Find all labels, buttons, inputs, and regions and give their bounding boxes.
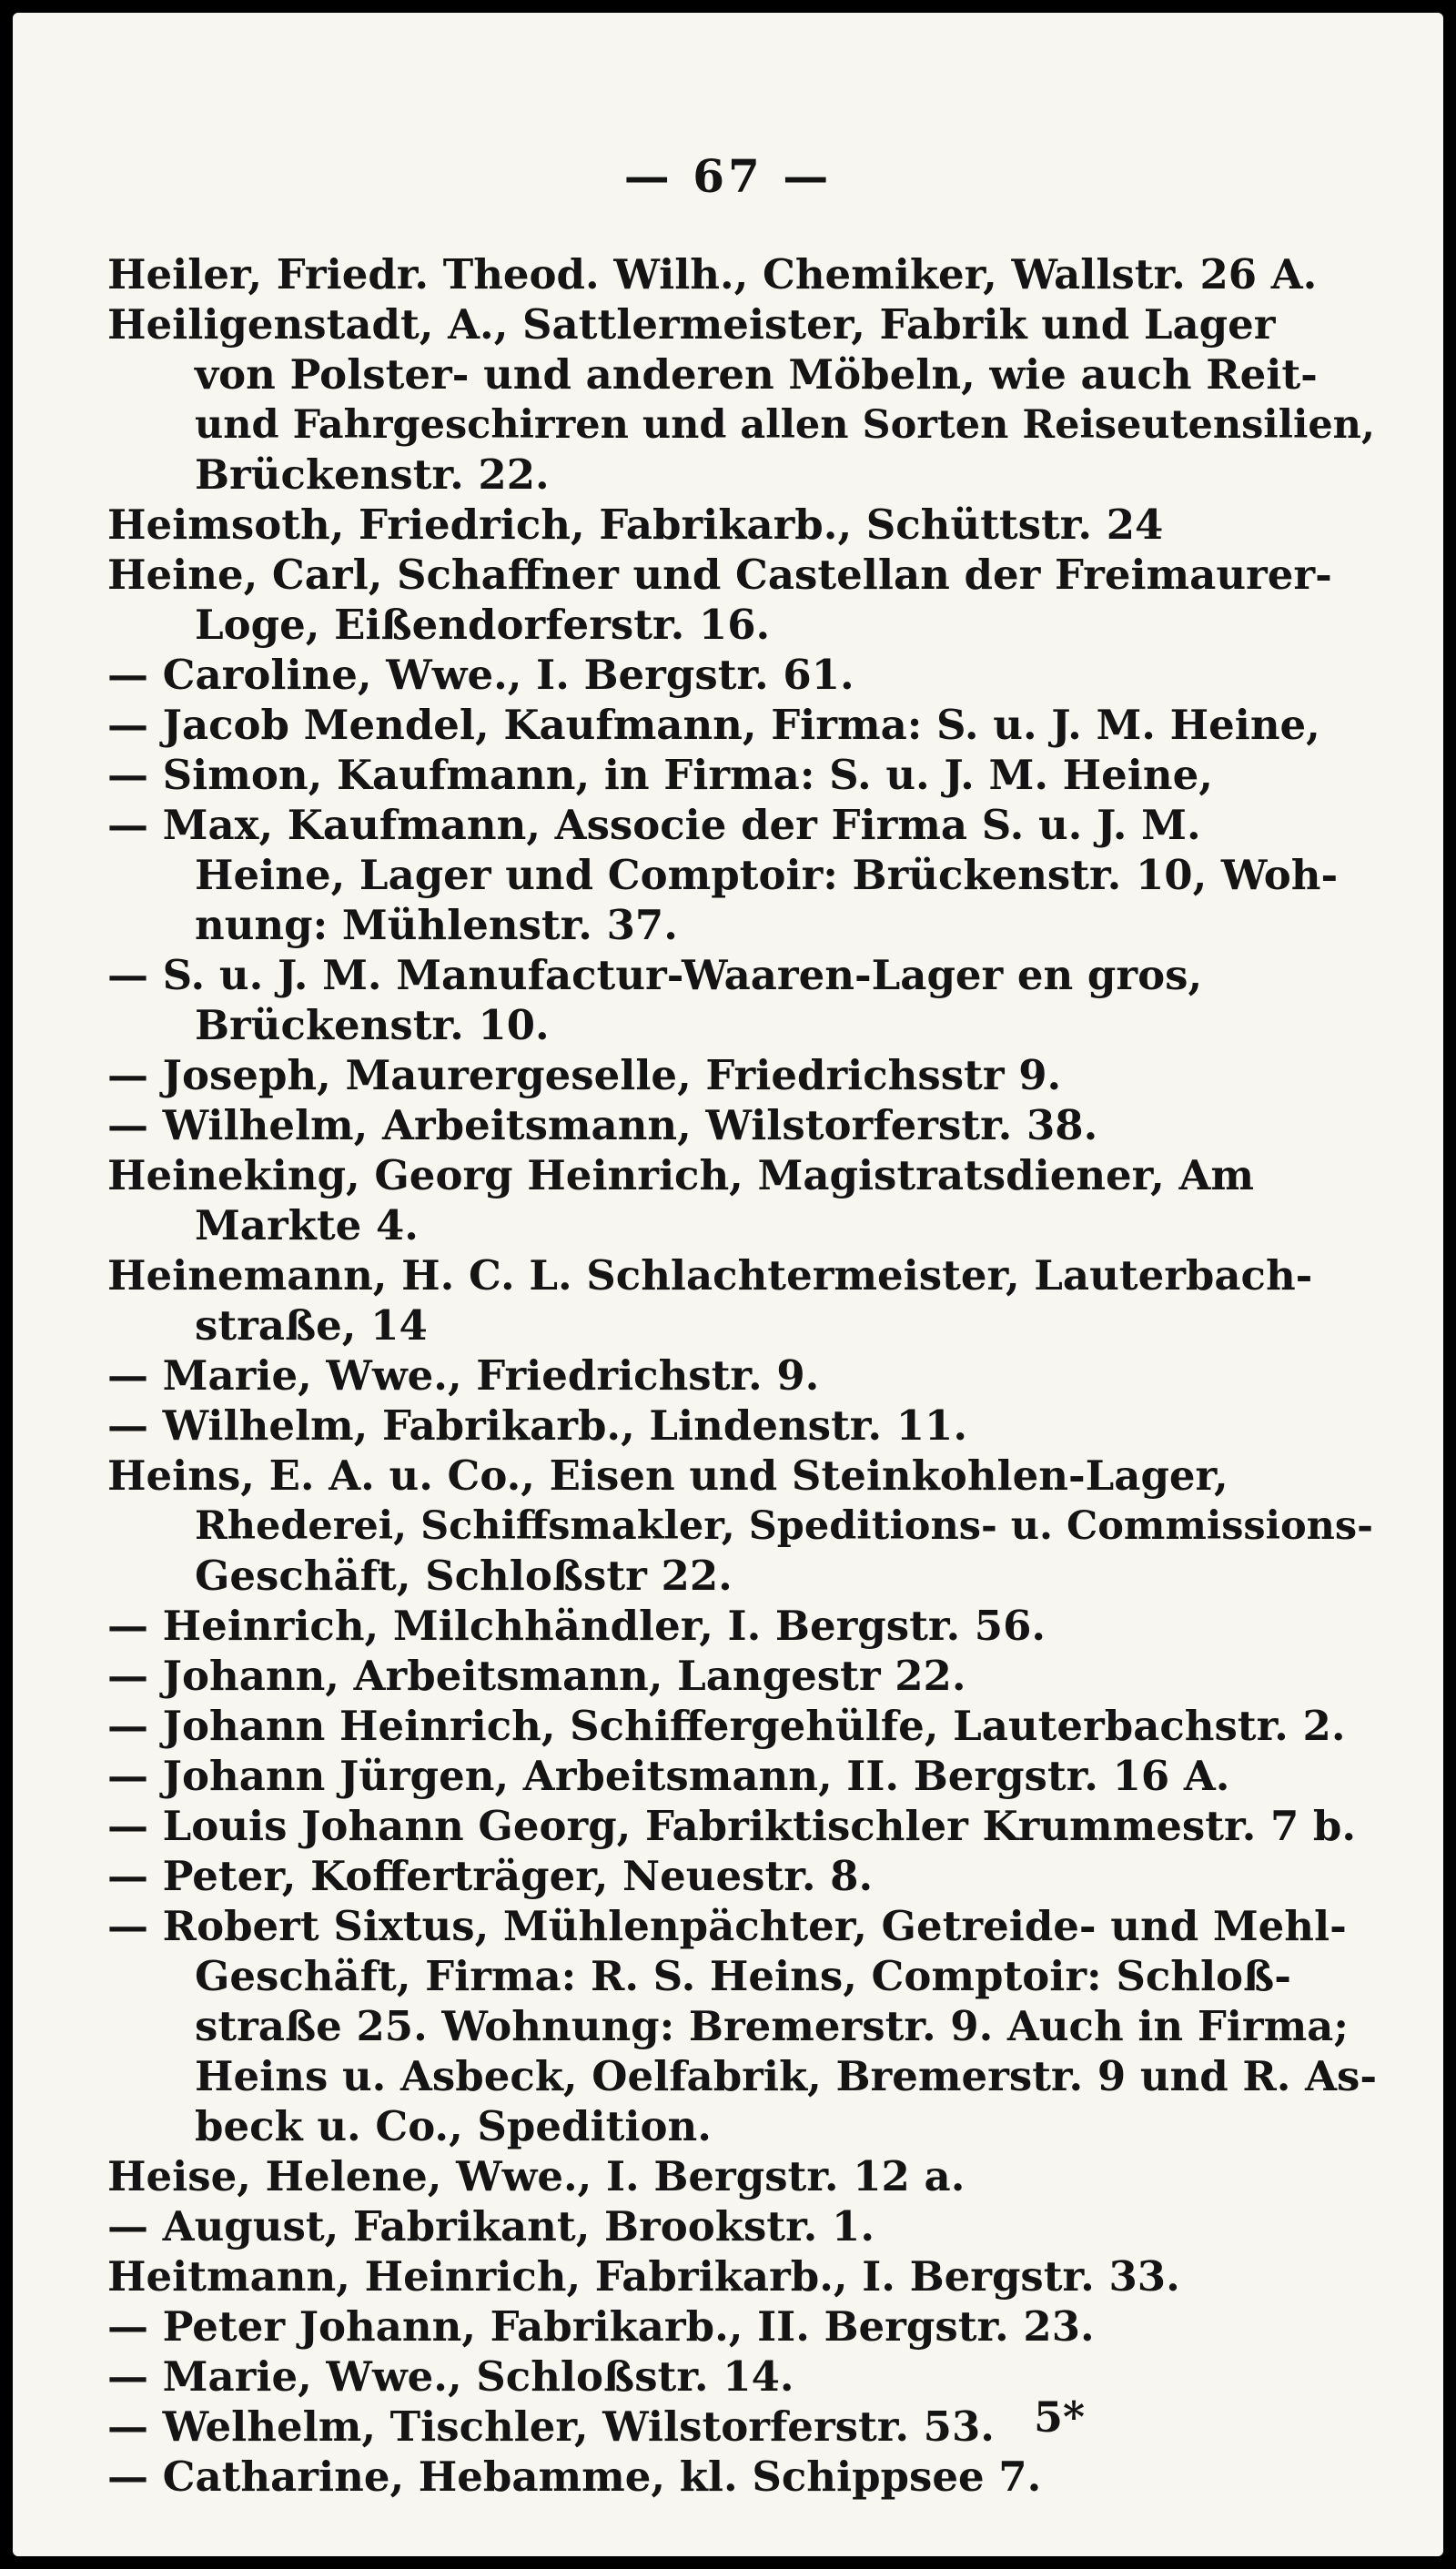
entry-line: — Catharine, Hebamme, kl. Schippsee 7. xyxy=(107,2453,1042,2501)
entry-line: Heitmann, Heinrich, Fabrikarb., I. Bergstr. 33. xyxy=(107,2252,1180,2301)
entry-line: Heineking, Georg Heinrich, Magistratsdiener, Am xyxy=(107,1151,1254,1199)
entry-line: straße, 14 xyxy=(195,1301,428,1350)
entry-line: Heins, E. A. u. Co., Eisen und Steinkohlen-Lager, xyxy=(107,1451,1228,1500)
entry-line: Geschäft, Firma: R. S. Heins, Comptoir: Schloß- xyxy=(195,1952,1291,2000)
entry-line: und Fahrgeschirren und allen Sorten Reiseutensilien, xyxy=(195,402,1375,448)
entry-line: — Heinrich, Milchhändler, I. Bergstr. 56. xyxy=(107,1602,1046,1650)
entry-line: Heimsoth, Friedrich, Fabrikarb., Schüttstr. 24 xyxy=(107,501,1164,549)
entry-line: Heine, Lager und Comptoir: Brückenstr. 10, Woh- xyxy=(195,851,1339,899)
entry-line: Heine, Carl, Schaffner und Castellan der Freimaurer- xyxy=(107,551,1332,599)
signature-mark: 5* xyxy=(1034,2392,1086,2442)
entry-line: — Robert Sixtus, Mühlenpächter, Getreide- und Mehl- xyxy=(107,1902,1347,1950)
entry-line: Heiligenstadt, A., Sattlermeister, Fabrik und Lager xyxy=(107,300,1276,349)
entry-line: — Johann Jürgen, Arbeitsmann, II. Bergstr. 16 A. xyxy=(107,1752,1230,1800)
entry-line: — Peter Johann, Fabrikarb., II. Bergstr. 23. xyxy=(107,2302,1095,2351)
entry-line: — Peter, Kofferträger, Neuestr. 8. xyxy=(107,1852,874,1900)
directory-entries xyxy=(13,13,1443,2556)
entry-line: — August, Fabrikant, Brookstr. 1. xyxy=(107,2202,875,2250)
entry-line: — Louis Johann Georg, Fabriktischler Krummestr. 7 b. xyxy=(107,1802,1357,1850)
entry-line: Heinemann, H. C. L. Schlachtermeister, Lauterbach- xyxy=(107,1251,1313,1300)
entry-line: — Simon, Kaufmann, in Firma: S. u. J. M. Heine, xyxy=(107,751,1213,799)
entry-line: Markte 4. xyxy=(195,1201,419,1249)
entry-line: — Welhelm, Tischler, Wilstorferstr. 53. xyxy=(107,2402,995,2451)
entry-line: — Marie, Wwe., Friedrichstr. 9. xyxy=(107,1351,820,1400)
entry-line: — Jacob Mendel, Kaufmann, Firma: S. u. J. M. Heine, xyxy=(107,701,1320,749)
entry-line: — Joseph, Maurergeselle, Friedrichsstr 9. xyxy=(107,1051,1062,1099)
entry-line: nung: Mühlenstr. 37. xyxy=(195,901,678,949)
entry-line: — Wilhelm, Arbeitsmann, Wilstorferstr. 38. xyxy=(107,1101,1098,1149)
entry-line: Loge, Eißendorferstr. 16. xyxy=(195,601,771,649)
entry-line: — Johann Heinrich, Schiffergehülfe, Lauterbachstr. 2. xyxy=(107,1702,1346,1750)
entry-line: Rhederei, Schiffsmakler, Speditions- u. Commissions- xyxy=(195,1503,1373,1549)
entry-line: Brückenstr. 10. xyxy=(195,1001,550,1049)
entry-line: Heise, Helene, Wwe., I. Bergstr. 12 a. xyxy=(107,2152,966,2200)
entry-line: — S. u. J. M. Manufactur-Waaren-Lager en gros, xyxy=(107,951,1203,999)
entry-line: — Caroline, Wwe., I. Bergstr. 61. xyxy=(107,651,854,699)
entry-line: — Marie, Wwe., Schloßstr. 14. xyxy=(107,2352,794,2401)
entry-line: Heins u. Asbeck, Oelfabrik, Bremerstr. 9 und R. As- xyxy=(195,2052,1378,2100)
page-number: — 67 — xyxy=(623,149,833,203)
entry-line: beck u. Co., Spedition. xyxy=(195,2102,712,2150)
entry-line: — Max, Kaufmann, Associe der Firma S. u. J. M. xyxy=(107,801,1201,849)
entry-line: — Johann, Arbeitsmann, Langestr 22. xyxy=(107,1652,966,1700)
entry-line: Geschäft, Schloßstr 22. xyxy=(195,1552,733,1600)
entry-line: Heiler, Friedr. Theod. Wilh., Chemiker, Wallstr. 26 A. xyxy=(107,250,1318,298)
entry-line: — Wilhelm, Fabrikarb., Lindenstr. 11. xyxy=(107,1401,967,1450)
entry-line: Brückenstr. 22. xyxy=(195,450,550,499)
book-page xyxy=(13,13,1443,2556)
entry-line: von Polster- und anderen Möbeln, wie auch Reit- xyxy=(195,350,1318,399)
entry-line: straße 25. Wohnung: Bremerstr. 9. Auch in Firma; xyxy=(195,2002,1349,2050)
